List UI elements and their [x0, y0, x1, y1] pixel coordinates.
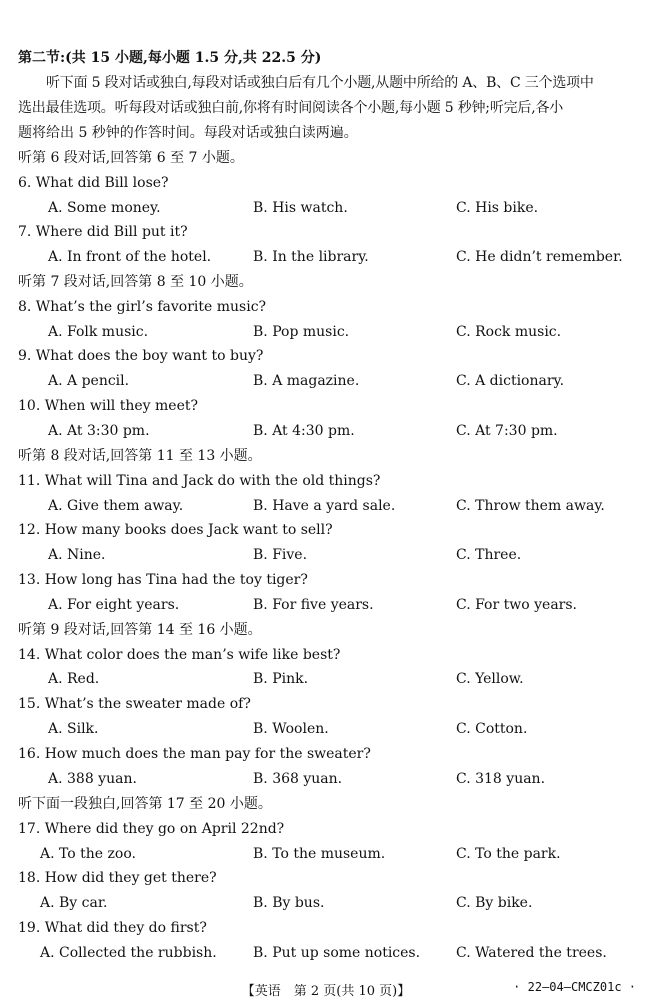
question-stem: 11. What will Tina and Jack do with the old things? [18, 473, 381, 489]
option-b: B. Pop music. [253, 324, 350, 340]
option-b: B. At 4:30 pm. [253, 423, 355, 439]
section-header: 第二节:(共 15 小题,每小题 1.5 分,共 22.5 分) [18, 50, 322, 66]
question-stem: 12. How many books does Jack want to sell? [18, 522, 333, 538]
group-prompt: 听第 6 段对话,回答第 6 至 7 小题。 [18, 150, 244, 166]
option-b: B. Woolen. [253, 721, 329, 737]
question-stem: 13. How long has Tina had the toy tiger? [18, 572, 308, 588]
option-a: A. Nine. [48, 547, 106, 563]
question-stem: 6. What did Bill lose? [18, 175, 169, 191]
option-c: C. A dictionary. [456, 373, 565, 389]
option-b: B. Pink. [253, 671, 309, 687]
option-c: C. Throw them away. [456, 498, 605, 514]
question-stem: 17. Where did they go on April 22nd? [18, 821, 285, 837]
question-stem: 18. How did they get there? [18, 870, 217, 886]
option-a: A. Give them away. [48, 498, 184, 514]
option-c: C. By bike. [456, 895, 533, 911]
instruction-line: 选出最佳选项。听每段对话或独白前,你将有时间阅读各个小题,每小题 5 秒钟;听完后,各小 [18, 100, 564, 116]
group-prompt: 听第 7 段对话,回答第 8 至 10 小题。 [18, 274, 253, 290]
question-stem: 15. What’s the sweater made of? [18, 696, 251, 712]
option-c: C. Rock music. [456, 324, 562, 340]
question-stem: 9. What does the boy want to buy? [18, 348, 264, 364]
option-a: A. Red. [48, 671, 100, 687]
group-prompt: 听第 9 段对话,回答第 14 至 16 小题。 [18, 622, 262, 638]
paper-code: · 22—04—CMCZ01c · [513, 980, 636, 994]
option-b: B. To the museum. [253, 846, 386, 862]
question-stem: 16. How much does the man pay for the sweater? [18, 746, 371, 762]
option-a: A. Folk music. [48, 324, 149, 340]
option-c: C. Yellow. [456, 671, 524, 687]
option-b: B. Put up some notices. [253, 945, 421, 961]
option-c: C. Cotton. [456, 721, 528, 737]
instruction-line: 题将给出 5 秒钟的作答时间。每段对话或独白读两遍。 [18, 125, 358, 141]
group-prompt: 听下面一段独白,回答第 17 至 20 小题。 [18, 796, 272, 812]
page-footer: 【英语 第 2 页(共 10 页)】 [241, 984, 411, 999]
question-stem: 7. Where did Bill put it? [18, 224, 188, 240]
option-a: A. By car. [40, 895, 108, 911]
option-c: C. He didn’t remember. [456, 249, 623, 265]
option-b: B. His watch. [253, 200, 348, 216]
option-a: A. 388 yuan. [48, 771, 137, 787]
option-a: A. At 3:30 pm. [48, 423, 150, 439]
option-c: C. At 7:30 pm. [456, 423, 558, 439]
option-b: B. For five years. [253, 597, 374, 613]
option-a: A. For eight years. [48, 597, 180, 613]
option-c: C. 318 yuan. [456, 771, 546, 787]
question-stem: 10. When will they meet? [18, 398, 199, 414]
option-a: A. Silk. [48, 721, 99, 737]
group-prompt: 听第 8 段对话,回答第 11 至 13 小题。 [18, 448, 262, 464]
option-c: C. Watered the trees. [456, 945, 607, 961]
option-b: B. By bus. [253, 895, 325, 911]
option-b: B. In the library. [253, 249, 369, 265]
option-a: A. To the zoo. [40, 846, 136, 862]
option-b: B. Have a yard sale. [253, 498, 396, 514]
instruction-line: 听下面 5 段对话或独白,每段对话或独白后有几个小题,从题中所给的 A、B、C 三个选项中 [46, 75, 594, 91]
option-c: C. His bike. [456, 200, 539, 216]
option-c: C. For two years. [456, 597, 577, 613]
option-c: C. To the park. [456, 846, 561, 862]
option-a: A. A pencil. [48, 373, 130, 389]
question-stem: 19. What did they do first? [18, 920, 207, 936]
option-c: C. Three. [456, 547, 522, 563]
option-a: A. In front of the hotel. [48, 249, 212, 265]
option-a: A. Some money. [48, 200, 161, 216]
question-stem: 14. What color does the man’s wife like best? [18, 647, 341, 663]
option-b: B. A magazine. [253, 373, 360, 389]
option-b: B. Five. [253, 547, 308, 563]
option-b: B. 368 yuan. [253, 771, 343, 787]
question-stem: 8. What’s the girl’s favorite music? [18, 299, 267, 315]
option-a: A. Collected the rubbish. [40, 945, 217, 961]
